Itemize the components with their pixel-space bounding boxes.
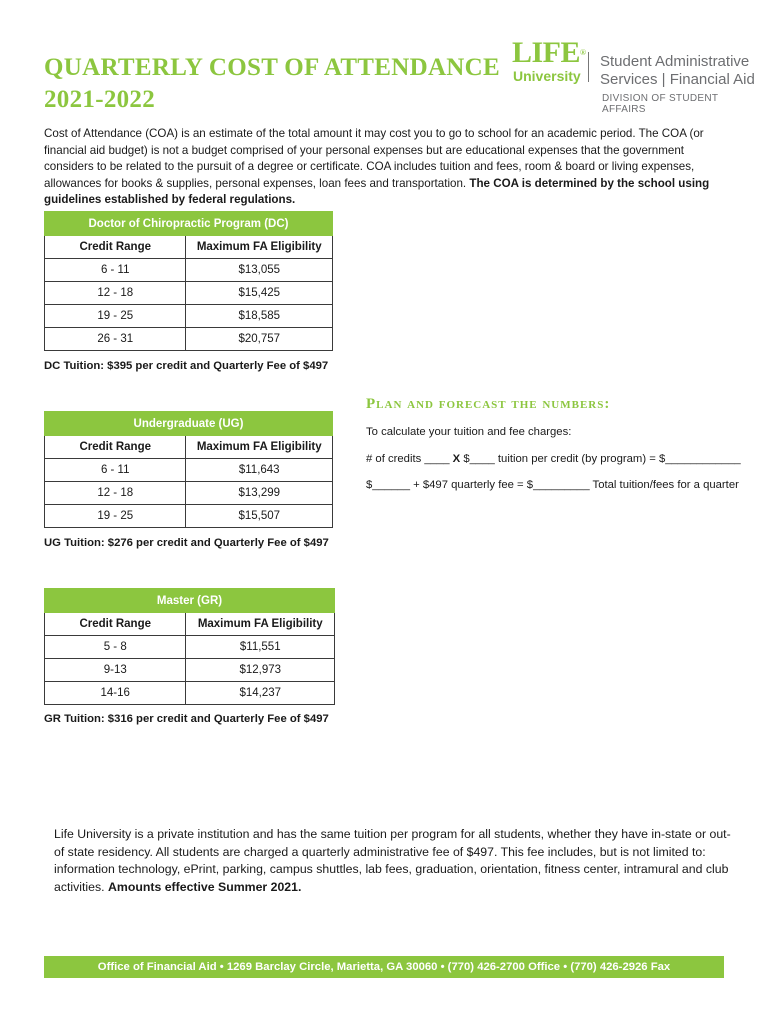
plan-heading: Plan and forecast the numbers: — [366, 396, 611, 412]
table-row — [45, 459, 333, 482]
logo-university-wordmark: University — [513, 68, 581, 84]
intro-bold-text: The COA is determined by the school using guidelines established by federal regulations. — [44, 176, 710, 206]
column-header-credit-range: Credit Range — [45, 613, 186, 636]
table-row — [45, 282, 333, 305]
table-title: Master (GR) — [45, 589, 335, 613]
table-title: Undergraduate (UG) — [45, 412, 333, 436]
max-fa-cell: $12,973 — [186, 659, 335, 682]
table-row — [45, 482, 333, 505]
max-fa-cell: $11,551 — [186, 636, 335, 659]
credit-range-cell: 19 - 25 — [45, 305, 186, 328]
table-row — [45, 505, 333, 528]
column-header-max-fa: Maximum FA Eligibility — [186, 236, 333, 259]
table-row — [45, 305, 333, 328]
credit-range-cell: 14-16 — [45, 682, 186, 705]
plan-instruction: To calculate your tuition and fee charges: — [366, 426, 572, 438]
table-row — [45, 682, 335, 705]
max-fa-cell: $11,643 — [186, 459, 333, 482]
intro-text: Cost of Attendance (COA) is an estimate of the total amount it may cost you to go to school for an academic period. The COA (or financial aid budget) is not a budget comprised of your personal expenses but are educational expenses that the government considers to be related to the pursuit of a degree or certificate. COA includes tuition and fees, room & board or living expenses, allowances for books & supplies, personal expenses, loan fees and transportation. — [44, 127, 704, 190]
table-row — [45, 328, 333, 351]
ug-eligibility-table — [44, 411, 333, 528]
credit-range-cell: 26 - 31 — [45, 328, 186, 351]
max-fa-cell: $15,425 — [186, 282, 333, 305]
max-fa-cell: $18,585 — [186, 305, 333, 328]
page-title — [44, 52, 500, 116]
credit-range-cell: 5 - 8 — [45, 636, 186, 659]
logo-divider — [588, 52, 589, 82]
title-line-1: QUARTERLY COST OF ATTENDANCE — [44, 54, 500, 81]
gr-tuition-note: GR Tuition: $316 per credit and Quarterly Fee of $497 — [44, 713, 329, 725]
plan-formula-1: # of credits ____ X $____ tuition per credit (by program) = $____________ — [366, 453, 741, 465]
credit-range-cell: 12 - 18 — [45, 482, 186, 505]
residency-text: Life University is a private institution and has the same tuition per program for all students, whether they have in-state or out-of state residency. All students are charged a quarterly administrative fee of $497. This fee includes, but is not limited to: information technology, ePrint, parking, campus shuttles, lab fees, graduation, orientation, fitness center, intramural and club activities. — [54, 827, 731, 894]
life-university-logo — [512, 36, 762, 115]
dc-tuition-note: DC Tuition: $395 per credit and Quarterly Fee of $497 — [44, 360, 329, 372]
credit-range-cell: 19 - 25 — [45, 505, 186, 528]
column-header-credit-range: Credit Range — [45, 436, 186, 459]
logo-life-wordmark: LIFE® — [512, 36, 586, 69]
plan-formula-2: $______ + $497 quarterly fee = $_________ Total tuition/fees for a quarter — [366, 479, 739, 491]
column-header-max-fa: Maximum FA Eligibility — [186, 613, 335, 636]
gr-eligibility-table — [44, 588, 335, 705]
table-row — [45, 259, 333, 282]
table-title: Doctor of Chiropractic Program (DC) — [45, 212, 333, 236]
credit-range-cell: 6 - 11 — [45, 259, 186, 282]
credit-range-cell: 12 - 18 — [45, 282, 186, 305]
ug-tuition-note: UG Tuition: $276 per credit and Quarterly Fee of $497 — [44, 537, 329, 549]
max-fa-cell: $13,299 — [186, 482, 333, 505]
intro-paragraph — [44, 126, 734, 209]
logo-division: DIVISION OF STUDENT AFFAIRS — [602, 93, 719, 115]
table-row — [45, 636, 335, 659]
residency-paragraph — [54, 826, 734, 896]
max-fa-cell: $20,757 — [186, 328, 333, 351]
dc-eligibility-table — [44, 211, 333, 351]
logo-department: Student Administrative Services | Financial Aid — [600, 53, 755, 88]
footer-contact-bar: Office of Financial Aid • 1269 Barclay Circle, Marietta, GA 30060 • (770) 426-2700 Office • (770) 426-2926 Fax — [44, 956, 724, 978]
column-header-credit-range: Credit Range — [45, 236, 186, 259]
max-fa-cell: $15,507 — [186, 505, 333, 528]
credit-range-cell: 6 - 11 — [45, 459, 186, 482]
max-fa-cell: $14,237 — [186, 682, 335, 705]
effective-date-text: Amounts effective Summer 2021. — [108, 879, 302, 894]
column-header-max-fa: Maximum FA Eligibility — [186, 436, 333, 459]
title-line-2: 2021-2022 — [44, 86, 156, 113]
table-row — [45, 659, 335, 682]
max-fa-cell: $13,055 — [186, 259, 333, 282]
credit-range-cell: 9-13 — [45, 659, 186, 682]
